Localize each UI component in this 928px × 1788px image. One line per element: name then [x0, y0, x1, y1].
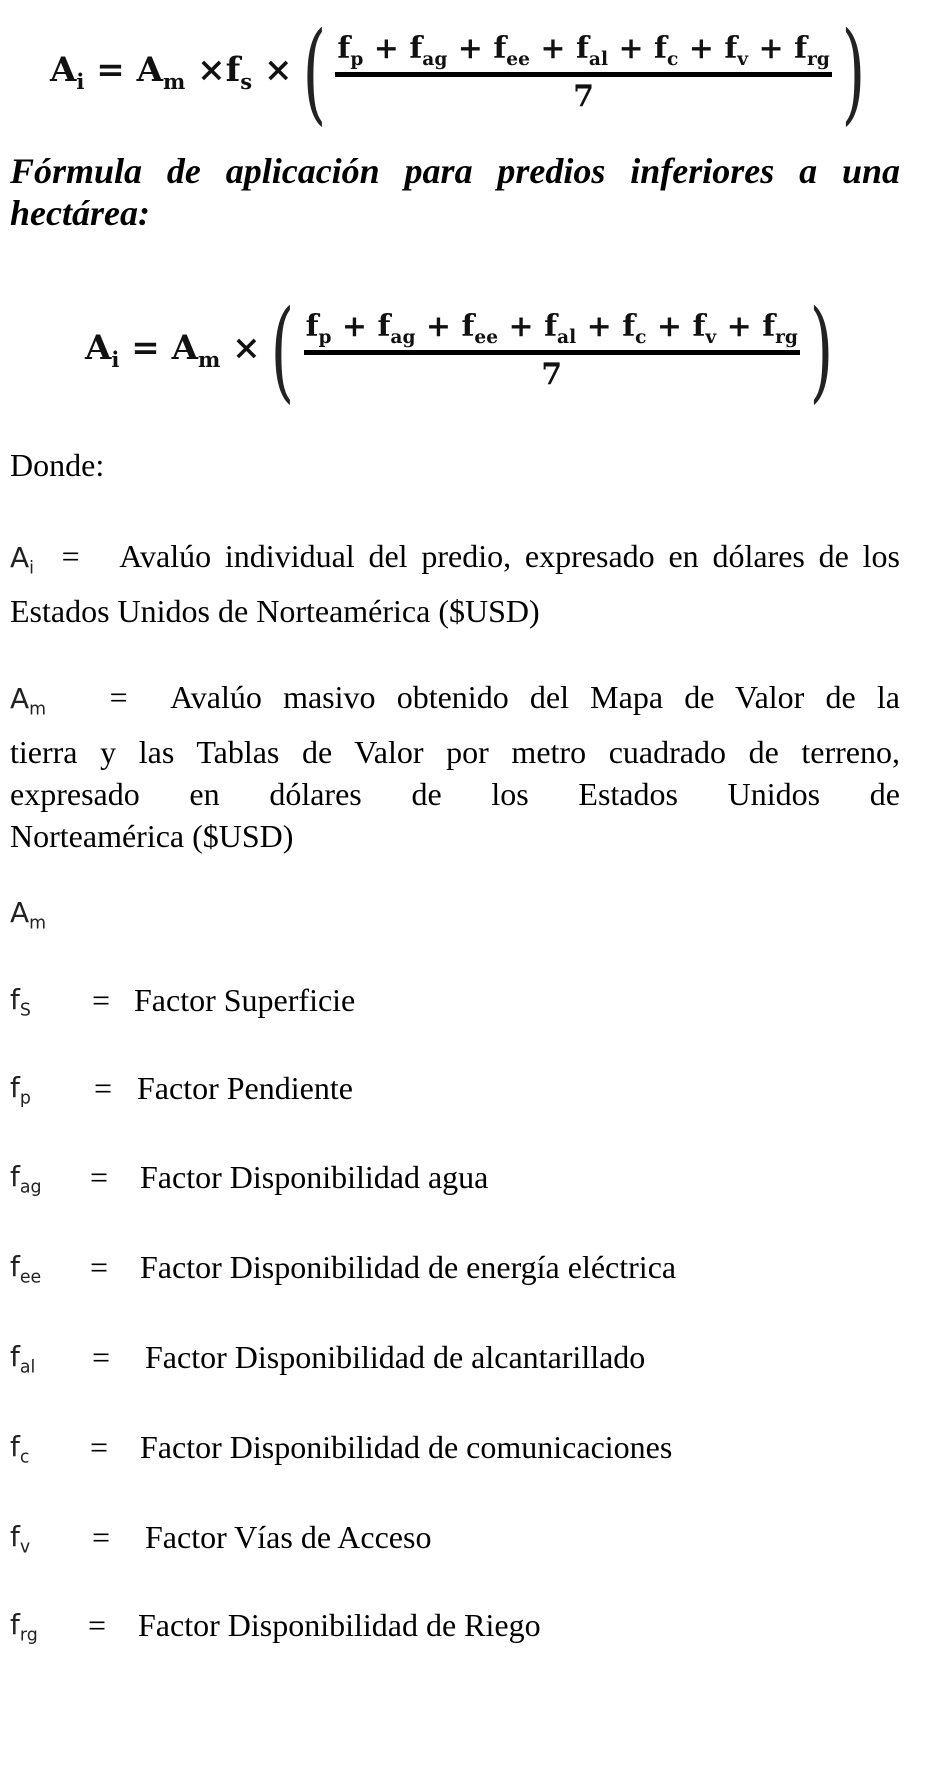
- factor-equals: =: [92, 1339, 111, 1375]
- ai-subscript: i: [29, 558, 34, 579]
- formula-term-fal: $f_{al}$: [575, 30, 609, 70]
- formula2-equals: =: [131, 328, 160, 369]
- factor-row-fag: [10, 1152, 900, 1202]
- factor-description: Factor Pendiente: [137, 1070, 353, 1106]
- formula-with-surface-factor: [50, 8, 875, 136]
- formula-fs-symbol: f: [225, 50, 241, 91]
- formula-plus: +: [363, 30, 410, 66]
- am-equals: =: [109, 679, 128, 715]
- left-paren-icon: (: [302, 8, 326, 136]
- factor-description: Factor Vías de Acceso: [145, 1519, 432, 1555]
- factor-symbol: $f_v$: [10, 1520, 31, 1558]
- formula-plus: +: [498, 308, 545, 344]
- factor-equals: =: [90, 1159, 109, 1195]
- formula2-numerator: [304, 309, 800, 350]
- formula-plus: +: [331, 308, 378, 344]
- am-standalone-subscript: m: [29, 913, 47, 934]
- ai-equals: =: [61, 538, 80, 574]
- factor-symbol: $f_{ee}$: [10, 1250, 42, 1288]
- formula-plus: +: [678, 30, 725, 66]
- formula-denominator: 7: [573, 78, 595, 114]
- formula-plus: +: [716, 308, 763, 344]
- formula-term-fee: $f_{ee}$: [493, 30, 530, 70]
- formula2-fraction: [304, 309, 800, 392]
- factor-symbol: $f_{ag}$: [10, 1160, 42, 1198]
- factor-description: Factor Superficie: [134, 982, 356, 1018]
- factor-description: Factor Disponibilidad de energía eléctrica: [140, 1249, 677, 1285]
- formula-lhs-symbol: A: [50, 50, 77, 91]
- factor-description: Factor Disponibilidad de alcantarillado: [145, 1339, 646, 1375]
- right-paren-icon: ): [809, 286, 834, 414]
- factor-equals: =: [92, 1519, 111, 1555]
- factor-row-fal: [10, 1332, 900, 1382]
- formula-plus: +: [529, 30, 576, 66]
- factor-symbol: $f_{rg}$: [10, 1608, 38, 1646]
- am-description-line2: tierra y las Tablas de Valor por metro cuadrado de terreno,: [10, 733, 900, 770]
- factor-equals: =: [88, 1607, 107, 1643]
- factor-row-fs: [10, 975, 900, 1025]
- formula-fs-subscript: s: [240, 68, 253, 94]
- formula2-lhs-symbol: A: [85, 328, 112, 369]
- factor-row-fv: [10, 1512, 900, 1562]
- formula-plus: +: [748, 30, 795, 66]
- factor-row-fee: [10, 1242, 900, 1292]
- formula-term-fc: $f_c$: [654, 30, 679, 70]
- formula2-am-subscript: m: [197, 346, 221, 372]
- am-definition: [10, 676, 900, 857]
- formula2-denominator: 7: [541, 356, 563, 392]
- factor-equals: =: [90, 1249, 109, 1285]
- formula-numerator: [335, 31, 831, 72]
- formula-term-frg: $f_{rg}$: [794, 30, 830, 70]
- left-paren-icon: (: [270, 286, 294, 414]
- ai-symbol: A: [10, 541, 30, 574]
- am-subscript: m: [29, 699, 47, 720]
- factor-symbol: $f_c$: [10, 1430, 30, 1468]
- am-symbol: A: [10, 682, 30, 715]
- am-description-line4: Norteamérica ($USD): [10, 817, 294, 854]
- formula-plus: +: [576, 308, 623, 344]
- section-heading: Fórmula de aplicación para predios inferiores a una hectárea:: [10, 151, 900, 233]
- formula2-times: ×: [232, 328, 261, 369]
- formula-equals: =: [96, 50, 125, 91]
- formula-am-subscript: m: [162, 68, 186, 94]
- factor-equals: =: [92, 982, 111, 1018]
- formula-term-fag: $f_{ag}$: [377, 308, 416, 348]
- ai-description: Avalúo individual del predio, expresado en dólares de los Estados Unidos de Norteamérica ($USD): [10, 538, 901, 629]
- formula-term-frg: $f_{rg}$: [762, 308, 798, 348]
- donde-label: Donde:: [10, 447, 105, 483]
- factor-description: Factor Disponibilidad agua: [140, 1159, 489, 1195]
- formula-plus: +: [415, 308, 462, 344]
- formula-plus: +: [608, 30, 655, 66]
- factor-row-fc: [10, 1422, 900, 1472]
- formula-plus: +: [447, 30, 494, 66]
- am-description-line1: Avalúo masivo obtenido del Mapa de Valor de la: [170, 679, 900, 715]
- formula-plus: +: [646, 308, 693, 344]
- factor-symbol: $f_{al}$: [10, 1340, 36, 1378]
- am-description-line3: expresado en dólares de los Estados Unidos de: [10, 775, 900, 812]
- formula-am-symbol: A: [136, 50, 163, 91]
- formula-small-parcels: [85, 286, 843, 414]
- factor-equals: =: [90, 1429, 109, 1465]
- formula-term-fc: $f_c$: [622, 308, 647, 348]
- factor-row-fp: [10, 1063, 900, 1113]
- formula-term-fag: $f_{ag}$: [409, 30, 448, 70]
- factor-symbol: $f_S$: [10, 983, 31, 1021]
- formula-times-2: ×: [264, 50, 293, 91]
- factor-row-frg: [10, 1600, 900, 1650]
- right-paren-icon: ): [841, 8, 866, 136]
- factor-description: Factor Disponibilidad de Riego: [138, 1607, 541, 1643]
- formula2-lhs-subscript: i: [111, 346, 120, 372]
- formula-term-fee: $f_{ee}$: [461, 308, 499, 348]
- formula-term-fp: $f_p$: [337, 30, 364, 70]
- factor-symbol: $f_p$: [10, 1071, 31, 1109]
- ai-definition: [10, 535, 900, 632]
- formula2-am-symbol: A: [171, 328, 198, 369]
- am-standalone-symbol: A: [10, 896, 30, 929]
- factor-description: Factor Disponibilidad de comunicaciones: [140, 1429, 673, 1465]
- formula-lhs-subscript: i: [76, 68, 85, 94]
- formula-times-1: ×: [197, 50, 226, 91]
- factor-equals: =: [94, 1070, 113, 1106]
- formula-term-fv: $f_v$: [724, 30, 749, 70]
- formula-term-fp: $f_p$: [305, 308, 332, 348]
- am-standalone: [10, 888, 900, 938]
- formula-fraction: [335, 31, 831, 114]
- formula-term-fal: $f_{al}$: [544, 308, 577, 348]
- formula-term-fv: $f_v$: [692, 308, 717, 348]
